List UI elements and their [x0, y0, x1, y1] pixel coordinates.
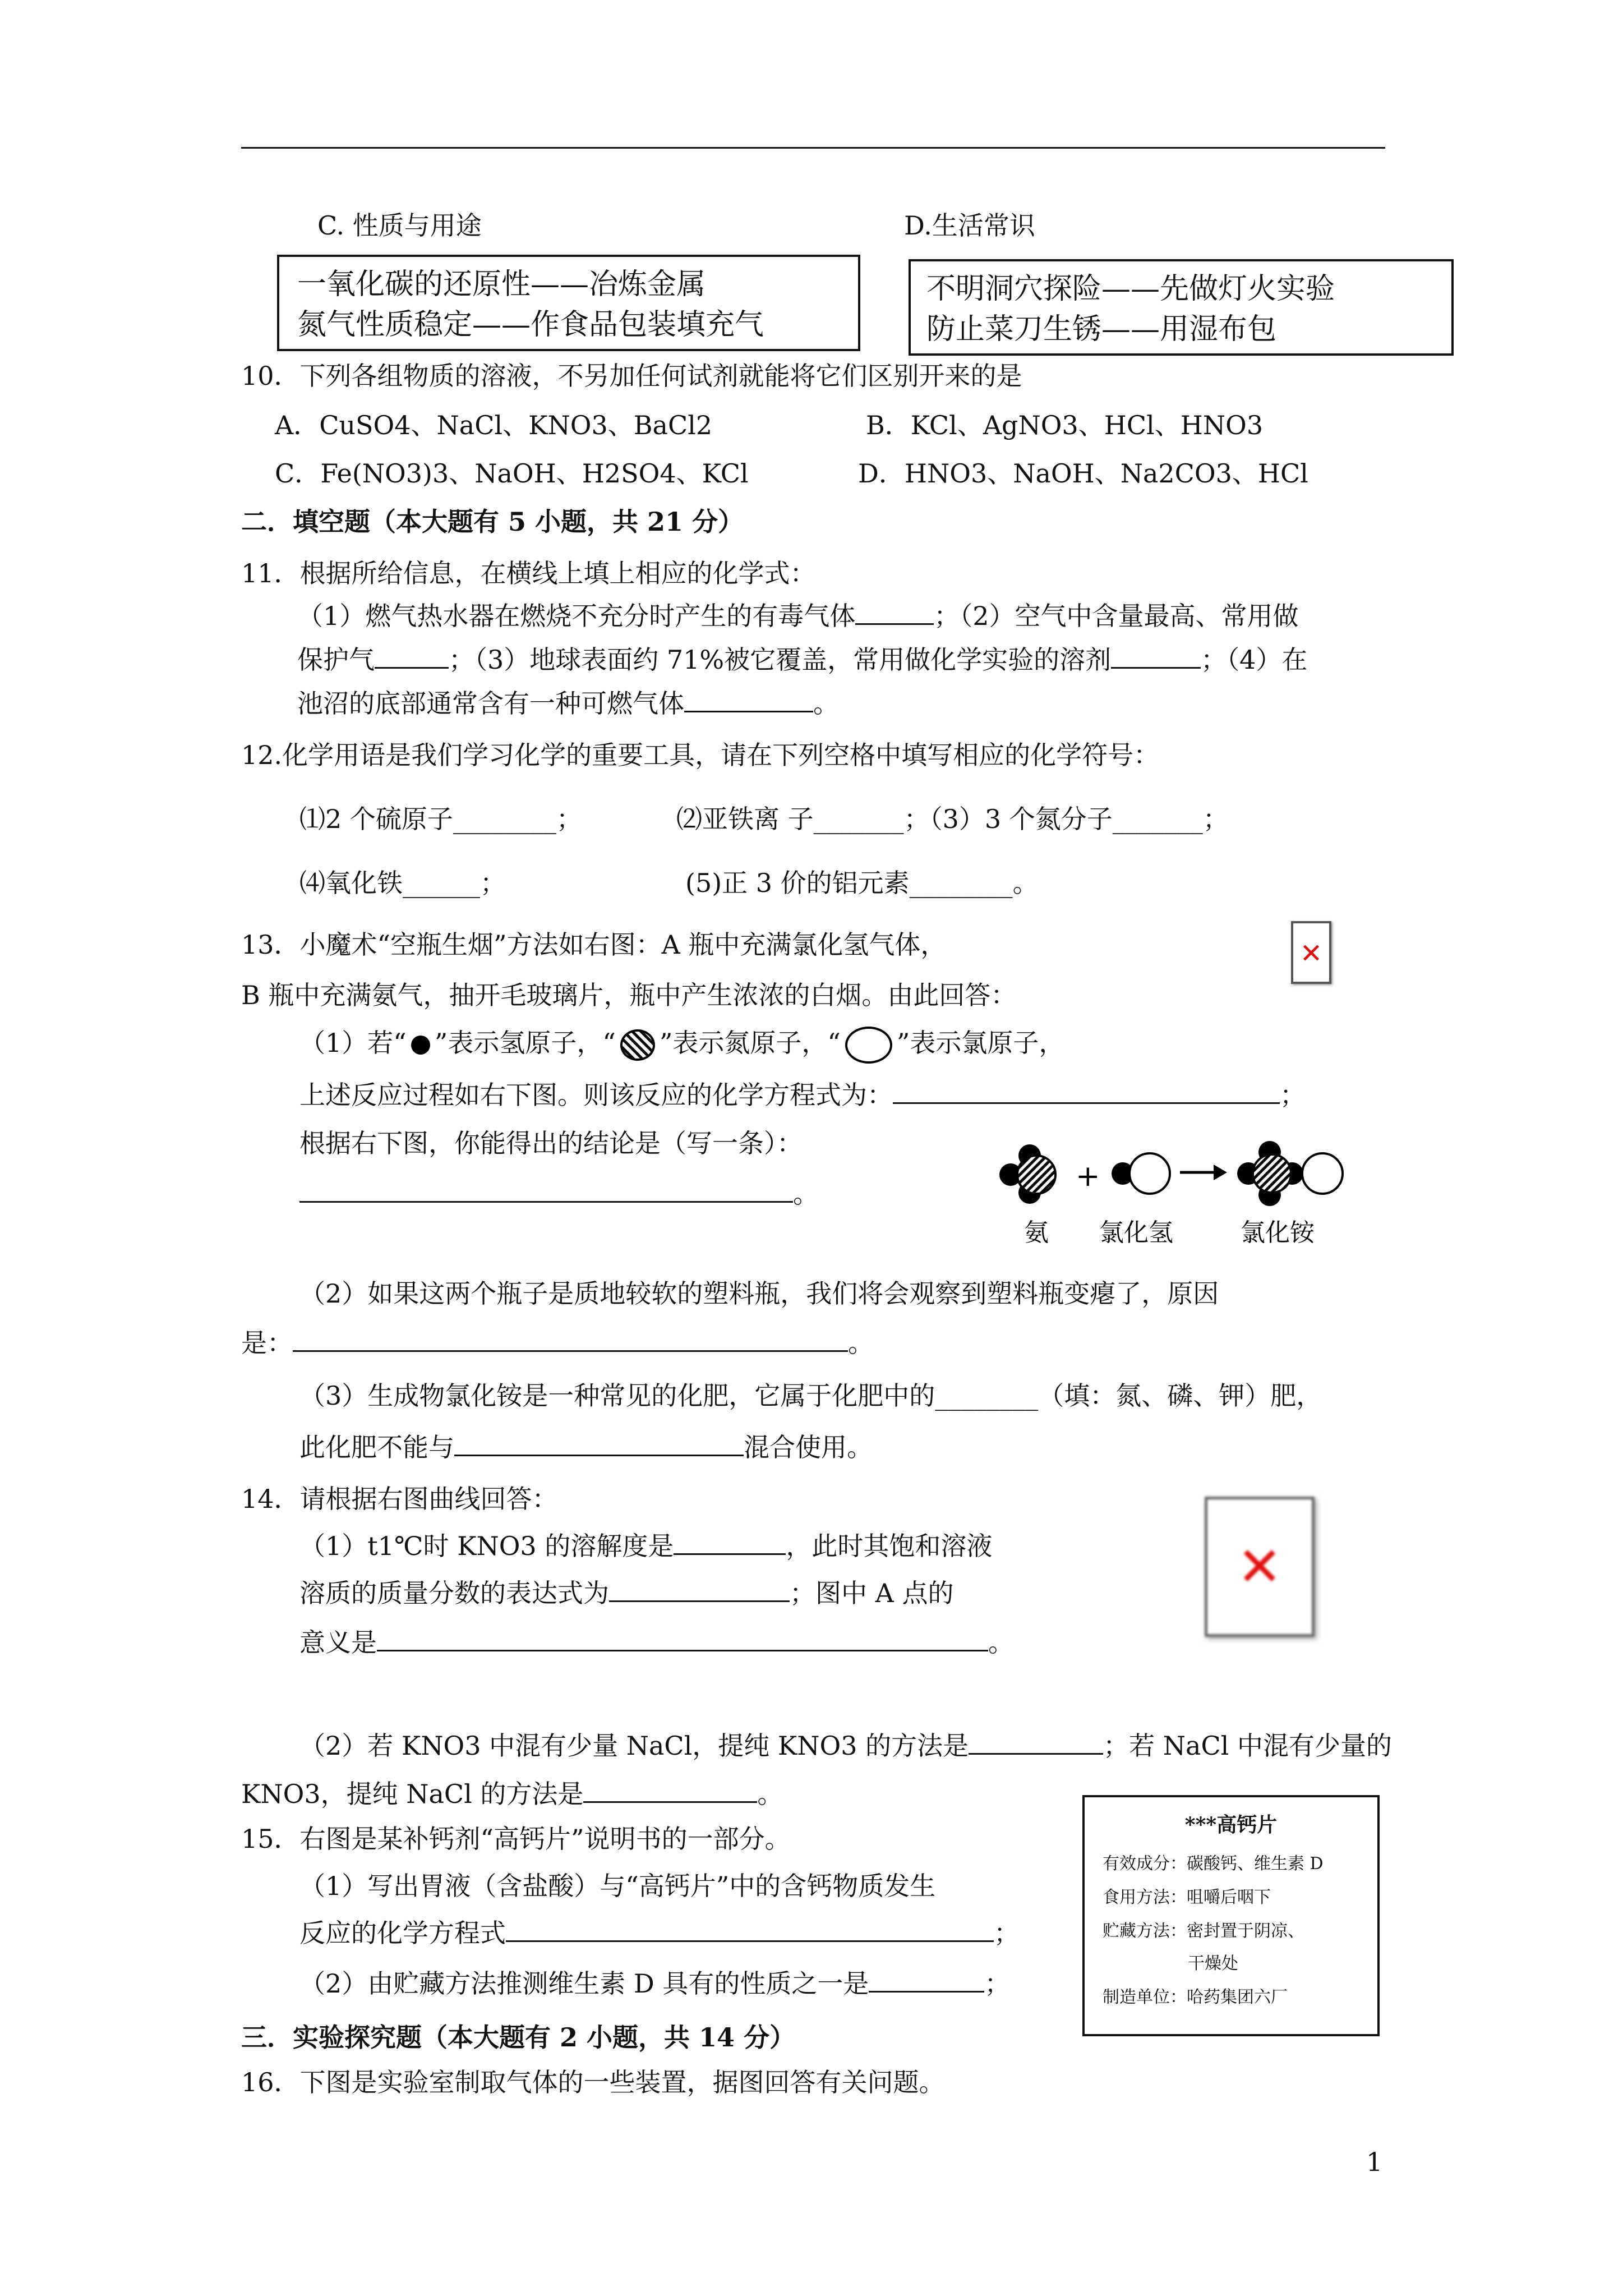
chlorine-atom-icon	[845, 1027, 892, 1064]
broken-image-x-icon: ✕	[1237, 1535, 1283, 1598]
q14-line2-a: 溶质的质量分数的表达式为	[299, 1578, 609, 1608]
broken-image-q13	[1291, 921, 1331, 984]
q14-line1-a: （1）t1℃时 KNO3 的溶解度是	[299, 1531, 674, 1561]
q14-line3-a: 意义是	[299, 1627, 377, 1658]
q13-legend-d: ”表示氯原子，	[896, 1028, 1065, 1058]
q14-line2	[299, 1577, 953, 1609]
q12-part4: ⑷氧化铁______；	[299, 868, 506, 898]
q11-line1-b: ；（2）空气中含量最高、常用做	[934, 601, 1299, 631]
q14-stem: 14．请根据右图曲线回答：	[241, 1484, 558, 1514]
q13-legend	[299, 1027, 1064, 1064]
q11-line1	[297, 600, 1299, 632]
q14-blank-3[interactable]	[377, 1627, 988, 1651]
q11-blank-2[interactable]	[375, 645, 449, 669]
reaction-arrow	[1180, 1165, 1227, 1180]
q12-part1: ⑴2 个硫原子________；	[299, 804, 582, 834]
q11-line2	[297, 644, 1307, 675]
q13-legend-b: ”表示氢原子，“	[434, 1028, 616, 1058]
reaction-diagram	[998, 1139, 1368, 1251]
q11-line2-c: ；（4）在	[1201, 645, 1308, 675]
q15-line2	[299, 1917, 1020, 1949]
q9-box-d-line1: 不明洞穴探险——先做灯火实验	[926, 272, 1335, 306]
q9-box-c	[277, 255, 860, 351]
q14-line4-b: ；若 NaCl 中混有少量的	[1103, 1731, 1392, 1761]
q15-blank-2[interactable]	[869, 1968, 984, 1993]
q13-part3-blank[interactable]	[454, 1432, 744, 1456]
q13-legend-a: （1）若“	[299, 1028, 407, 1058]
hydrogen-atom-icon	[411, 1036, 430, 1055]
q11-blank-4[interactable]	[684, 688, 813, 712]
label-ammonium-chloride: 氯化铵	[1241, 1218, 1315, 1247]
q9-box-c-line2: 氮气性质稳定——作食品包装填充气	[297, 308, 764, 342]
q15-line3-a: （2）由贮藏方法推测维生素 D 具有的性质之一是	[299, 1968, 869, 1999]
q13-part2-line2	[241, 1327, 874, 1359]
q13-part3-end: 混合使用。	[744, 1432, 873, 1462]
q14-line2-b: ；图中 A 点的	[790, 1578, 954, 1608]
q15-line2-b: ；	[994, 1918, 1020, 1948]
ammonia-molecule	[999, 1144, 1055, 1204]
section2-heading: 二．填空题（本大题有 5 小题，共 21 分）	[241, 507, 744, 537]
q15-line3-b: ；	[984, 1968, 1011, 1999]
q14-blank-2[interactable]	[609, 1578, 790, 1602]
hydrogen-chloride-molecule	[1112, 1153, 1170, 1194]
label-row-storage: 贮藏方法：密封置于阴凉、	[1103, 1921, 1304, 1941]
q13-conclusion-answer	[299, 1178, 819, 1209]
q11-line3-a: 池沼的底部通常含有一种可燃气体	[297, 688, 684, 719]
label-row-usage: 食用方法：咀嚼后咽下	[1103, 1888, 1271, 1907]
q13-conclusion-period: 。	[793, 1179, 819, 1209]
q15-stem: 15．右图是某补钙剂“高钙片”说明书的一部分。	[241, 1824, 791, 1854]
q14-line5-a: KNO3，提纯 NaCl 的方法是	[241, 1779, 584, 1809]
q11-line1-a: （1）燃气热水器在燃烧不充分时产生的有毒气体	[297, 601, 856, 631]
q14-line3-b: 。	[988, 1627, 1014, 1658]
q11-line3	[297, 688, 839, 719]
section3-heading: 三．实验探究题（本大题有 2 小题，共 14 分）	[241, 2022, 796, 2053]
q15-line3	[299, 1968, 1010, 1999]
q10-option-c: C．Fe(NO3)3、NaOH、H2SO4、KCl	[275, 458, 749, 489]
q11-blank-3[interactable]	[1111, 645, 1201, 669]
page-number: 1	[1366, 2147, 1383, 2177]
header-rule	[241, 147, 1385, 149]
q9-option-c-label: C. 性质与用途	[317, 210, 482, 241]
q14-line3	[299, 1627, 1014, 1658]
q14-line5	[241, 1778, 783, 1810]
q13-equation-label: 上述反应过程如右下图。则该反应的化学方程式为：	[299, 1080, 893, 1110]
q9-box-d	[909, 259, 1454, 356]
q13-part2-label: 是：	[241, 1328, 293, 1358]
q14-line5-b: 。	[757, 1779, 783, 1809]
q10-option-b: B．KCl、AgNO3、HCl、HNO3	[866, 410, 1264, 440]
plus-sign: +	[1076, 1159, 1100, 1193]
q13-conclusion: 根据右下图，你能得出的结论是（写一条）：	[299, 1128, 803, 1158]
q13-stem: 13．小魔术“空瓶生烟”方法如右图：A 瓶中充满氯化氢气体，	[241, 930, 947, 960]
q14-line1-b: ，此时其饱和溶液	[786, 1531, 993, 1561]
nitrogen-atom-icon	[620, 1029, 655, 1061]
q15-line1: （1）写出胃液（含盐酸）与“高钙片”中的含钙物质发生	[299, 1871, 936, 1901]
q11-line3-b: 。	[813, 688, 839, 719]
q14-blank-1[interactable]	[674, 1531, 786, 1555]
q12-part2-3: ⑵亚铁离 子_______；（3）3 个氮分子_______；	[676, 804, 1229, 834]
q13-line2: B 瓶中充满氨气，抽开毛玻璃片，瓶中产生浓浓的白烟。由此回答：	[241, 980, 1017, 1010]
label-row-ingredients: 有效成分：碳酸钙、维生素 D	[1103, 1854, 1324, 1874]
q14-blank-5[interactable]	[583, 1779, 757, 1803]
q13-equation-blank[interactable]	[893, 1080, 1280, 1104]
label-row-storage-cont: 干燥处	[1188, 1954, 1238, 1973]
ammonium-chloride-molecule	[1237, 1141, 1343, 1206]
q13-part2-blank[interactable]	[293, 1328, 848, 1352]
q13-legend-c: ”表示氮原子，“	[659, 1028, 841, 1058]
q13-part3-line2	[299, 1432, 873, 1463]
label-ammonia: 氨	[1024, 1218, 1049, 1247]
q16-stem: 16．下图是实验室制取气体的一些装置，据图回答有关问题。	[241, 2067, 945, 2097]
q15-blank-1[interactable]	[506, 1918, 994, 1942]
label-title: ***高钙片	[1184, 1813, 1278, 1837]
q13-equation-end: ；	[1280, 1080, 1306, 1110]
q11-line2-a: 保护气	[297, 645, 375, 675]
q14-line4	[299, 1730, 1392, 1761]
q11-stem: 11．根据所给信息，在横线上填上相应的化学式：	[241, 558, 816, 588]
q14-line4-a: （2）若 KNO3 中混有少量 NaCl，提纯 KNO3 的方法是	[299, 1731, 969, 1761]
q15-line2-a: 反应的化学方程式	[299, 1918, 506, 1948]
q9-option-d-label: D.生活常识	[904, 210, 1035, 241]
q9-box-d-line2: 防止菜刀生锈——用湿布包	[926, 312, 1277, 346]
q14-line1	[299, 1530, 992, 1562]
q13-part3-line1: （3）生成物氯化铵是一种常见的化肥，它属于化肥中的________（填：氮、磷、钾）肥，	[299, 1381, 1322, 1411]
q13-part2-line1: （2）如果这两个瓶子是质地较软的塑料瓶，我们将会观察到塑料瓶变瘪了，原因	[299, 1278, 1219, 1309]
q10-stem: 10．下列各组物质的溶液，不另加任何试剂就能将它们区别开来的是	[241, 361, 1022, 391]
q11-line2-b: ；（3）地球表面约 71%被它覆盖，常用做化学实验的溶剂	[449, 645, 1112, 675]
q13-part2-period: 。	[848, 1328, 874, 1358]
q13-part3-label: 此化肥不能与	[299, 1432, 454, 1462]
broken-image-q14	[1205, 1497, 1315, 1637]
q13-equation-line	[299, 1079, 1306, 1111]
q11-blank-1[interactable]	[855, 601, 934, 625]
q10-option-a: A．CuSO4、NaCl、KNO3、BaCl2	[275, 410, 713, 440]
label-row-manufacturer: 制造单位：哈药集团六厂	[1103, 1987, 1288, 2007]
q14-blank-4[interactable]	[969, 1731, 1103, 1755]
q12-part5: (5)正 3 价的铝元素________。	[685, 868, 1039, 898]
q13-conclusion-blank[interactable]	[299, 1179, 793, 1203]
q10-option-d: D．HNO3、NaOH、Na2CO3、HCl	[858, 458, 1308, 489]
q9-box-c-line1: 一氧化碳的还原性——冶炼金属	[297, 268, 706, 301]
label-hydrogen-chloride: 氯化氢	[1099, 1218, 1173, 1247]
broken-image-x-icon: ✕	[1299, 938, 1323, 969]
q12-stem: 12.化学用语是我们学习化学的重要工具，请在下列空格中填写相应的化学符号：	[241, 740, 1160, 770]
calcium-tablet-label	[1082, 1795, 1380, 2036]
